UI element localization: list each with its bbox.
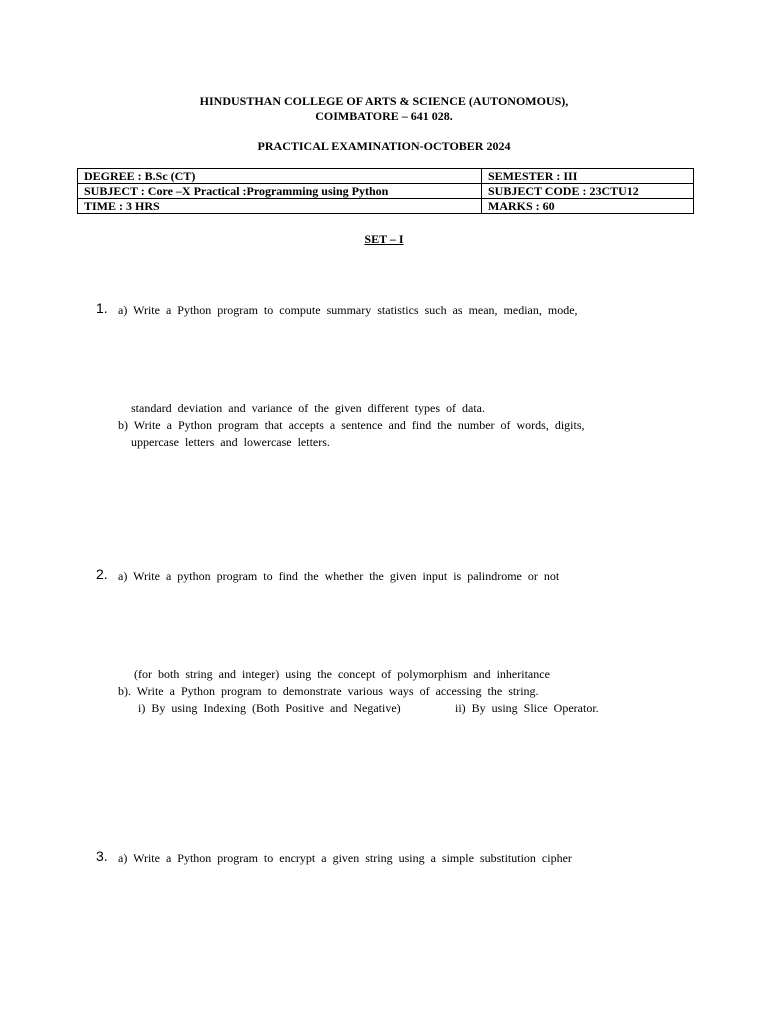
- exam-info-table: [77, 168, 694, 214]
- question-2b-option-ii: ii) By using Slice Operator.: [455, 701, 599, 715]
- marks-cell: MARKS : 60: [482, 199, 694, 214]
- college-address: COIMBATORE – 641 028.: [315, 109, 453, 123]
- set-title: SET – I: [364, 232, 404, 246]
- question-1a-line-2: standard deviation and variance of the given different types of data.: [131, 401, 485, 415]
- info-row-time: [78, 199, 694, 214]
- time-cell: TIME : 3 HRS: [78, 199, 482, 214]
- question-3-number: 3.: [96, 848, 108, 864]
- question-2b-line-1: b). Write a Python program to demonstrate various ways of accessing the string.: [118, 684, 539, 698]
- degree-cell: DEGREE : B.Sc (CT): [78, 169, 482, 184]
- question-1a-line-1: a) Write a Python program to compute summary statistics such as mean, median, mode,: [118, 303, 578, 317]
- question-1b-line-1: b) Write a Python program that accepts a sentence and find the number of words, digits,: [118, 418, 585, 432]
- semester-cell: SEMESTER : III: [482, 169, 694, 184]
- subject-cell: SUBJECT : Core –X Practical :Programming using Python: [78, 184, 482, 199]
- question-2b-option-i: i) By using Indexing (Both Positive and Negative): [138, 701, 401, 715]
- subject-code-cell: SUBJECT CODE : 23CTU12: [482, 184, 694, 199]
- question-2-number: 2.: [96, 566, 108, 582]
- question-1b-line-2: uppercase letters and lowercase letters.: [131, 435, 330, 449]
- info-row-subject: [78, 184, 694, 199]
- college-name: HINDUSTHAN COLLEGE OF ARTS & SCIENCE (AUTONOMOUS),: [199, 94, 569, 108]
- question-3a-line-1: a) Write a Python program to encrypt a given string using a simple substitution cipher: [118, 851, 572, 865]
- exam-title: PRACTICAL EXAMINATION-OCTOBER 2024: [257, 139, 511, 153]
- info-row-degree: [78, 169, 694, 184]
- question-2a-line-2: (for both string and integer) using the concept of polymorphism and inheritance: [134, 667, 550, 681]
- question-2a-line-1: a) Write a python program to find the whether the given input is palindrome or not: [118, 569, 560, 583]
- question-1-number: 1.: [96, 300, 108, 316]
